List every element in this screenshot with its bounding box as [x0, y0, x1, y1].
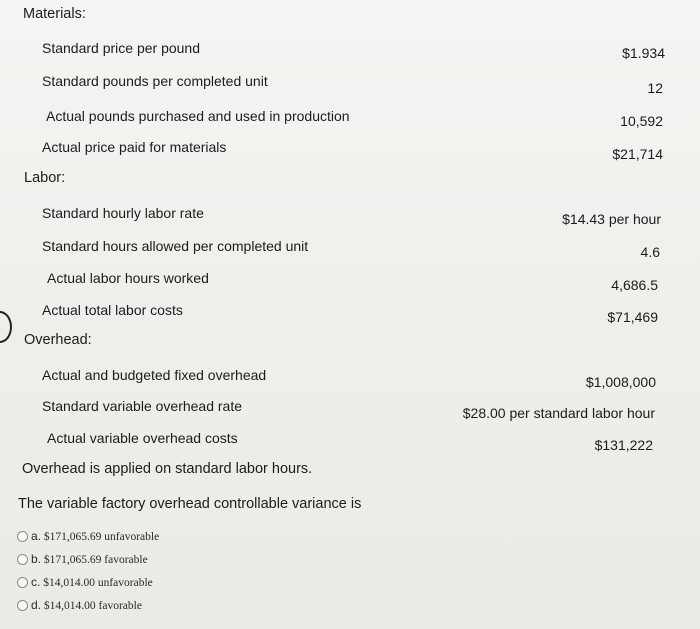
overhead-note: Overhead is applied on standard labor hours.: [22, 461, 313, 477]
overhead-heading: Overhead:: [24, 332, 92, 348]
option-letter: b.: [31, 552, 42, 566]
overhead-value-fixed: $1,008,000: [585, 374, 656, 390]
labor-value-hourly-rate: $14.43 per hour: [562, 211, 661, 227]
materials-heading: Materials:: [23, 6, 86, 22]
materials-value-standard-price: $1.934: [622, 45, 665, 61]
labor-value-actual-hours: 4,686.5: [611, 277, 658, 293]
question-text: The variable factory overhead controllable variance is: [18, 496, 362, 512]
labor-label-hourly-rate: Standard hourly labor rate: [42, 205, 204, 221]
option-text: $171,065.69 unfavorable: [43, 531, 160, 543]
radio-button-icon[interactable]: [17, 600, 28, 611]
materials-value-actual-price: $21,714: [612, 146, 663, 162]
labor-label-actual-hours: Actual labor hours worked: [47, 270, 209, 286]
materials-label-actual-price: Actual price paid for materials: [42, 139, 227, 155]
materials-value-actual-pounds: 10,592: [620, 113, 663, 129]
radio-button-icon[interactable]: [17, 531, 28, 542]
materials-label-standard-pounds: Standard pounds per completed unit: [42, 73, 268, 89]
radio-button-icon[interactable]: [17, 554, 28, 565]
overhead-value-variable-rate: $28.00 per standard labor hour: [462, 405, 655, 421]
materials-value-standard-pounds: 12: [647, 80, 663, 96]
labor-label-standard-hours: Standard hours allowed per completed unit: [42, 238, 309, 254]
option-letter: a.: [31, 529, 42, 543]
option-text: $14,014.00 favorable: [43, 600, 142, 612]
overhead-label-variable-costs: Actual variable overhead costs: [47, 430, 238, 446]
option-letter: d.: [31, 598, 42, 612]
left-edge-bracket-mark: [0, 311, 12, 343]
labor-value-total-costs: $71,469: [607, 309, 658, 325]
labor-value-standard-hours: 4.6: [640, 244, 660, 260]
labor-label-total-costs: Actual total labor costs: [42, 302, 183, 318]
overhead-label-fixed: Actual and budgeted fixed overhead: [42, 367, 267, 383]
overhead-value-variable-costs: $131,222: [594, 437, 653, 453]
radio-button-icon[interactable]: [17, 577, 28, 588]
option-text: $171,065.69 favorable: [43, 554, 148, 566]
materials-label-actual-pounds: Actual pounds purchased and used in production: [46, 108, 350, 124]
option-text: $14,014.00 unfavorable: [43, 577, 153, 589]
option-letter: c.: [31, 575, 41, 589]
labor-heading: Labor:: [24, 170, 66, 186]
overhead-label-variable-rate: Standard variable overhead rate: [42, 398, 243, 414]
materials-label-standard-price: Standard price per pound: [42, 40, 200, 56]
